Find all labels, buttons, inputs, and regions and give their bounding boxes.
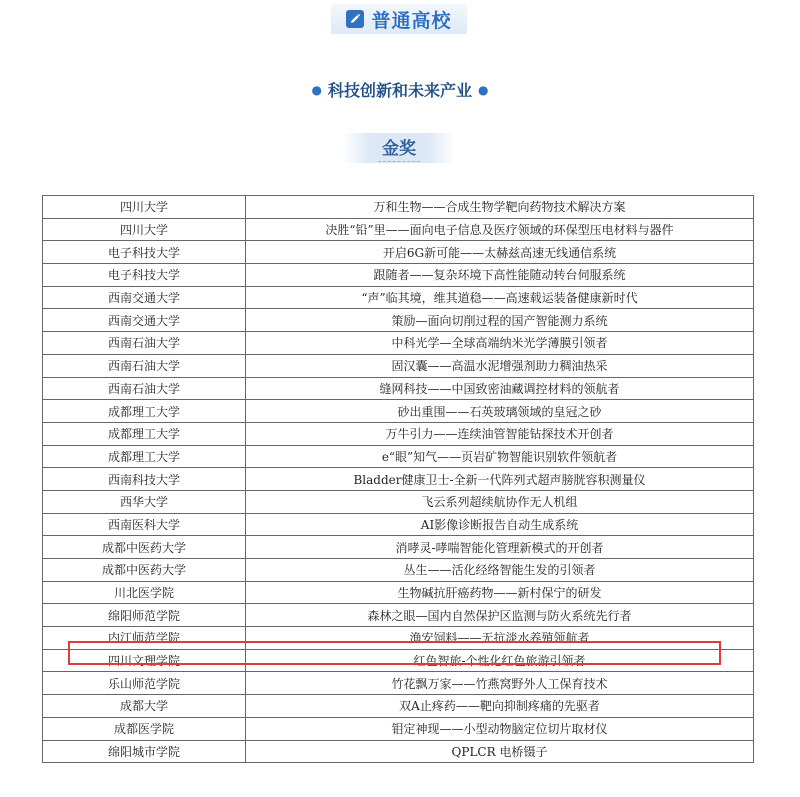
project-cell: 竹花飘万家——竹燕窝野外人工保育技术 [246,672,754,695]
table-row [43,218,754,241]
school-cell: 电子科技大学 [43,264,246,287]
table-row [43,377,754,400]
project-cell: 消哮灵-哮喘智能化管理新模式的开创者 [246,536,754,559]
school-cell: 四川文理学院 [43,649,246,672]
bullet-icon: ● [478,83,489,97]
table-row [43,604,754,627]
bullet-icon: ● [311,83,322,97]
table-row [43,695,754,718]
school-cell: 绵阳城市学院 [43,740,246,763]
project-cell: 生物碱抗肝癌药物——新村保宁的研发 [246,581,754,604]
table-row [43,286,754,309]
project-cell: 红色智旅-个性化红色旅游引领者 [246,649,754,672]
school-cell: 西南交通大学 [43,309,246,332]
project-cell: 丛生——活化经络智能生发的引领者 [246,559,754,582]
project-cell: 策励—面向切削过程的国产智能测力系统 [246,309,754,332]
table-row [43,740,754,763]
project-cell: 砂出重围——石英玻璃领域的皇冠之砂 [246,400,754,423]
project-cell: 双A止疼药——靶向抑制疼痛的先驱者 [246,695,754,718]
table-row [43,513,754,536]
section-title-text: 科技创新和未来产业 [327,81,472,100]
school-cell: 西南石油大学 [43,354,246,377]
project-cell: 开启6G新可能——太赫兹高速无线通信系统 [246,241,754,264]
school-cell: 电子科技大学 [43,241,246,264]
project-cell: 渔安饲料——无抗淡水养殖领航者 [246,627,754,650]
project-cell: e“眼”知气——页岩矿物智能识别软件领航者 [246,445,754,468]
project-cell: QPLCR 电桥镊子 [246,740,754,763]
header-title: 普通高校 [371,9,452,32]
table-row [43,559,754,582]
project-cell: 万牛引力——连续油管智能钻探技术开创者 [246,422,754,445]
school-cell: 成都理工大学 [43,400,246,423]
table-row [43,536,754,559]
school-cell: 绵阳师范学院 [43,604,246,627]
header-tab[interactable] [331,4,467,34]
project-cell: “声”临其境，维其道稳——高速载运装备健康新时代 [246,286,754,309]
award-label-text: 金奖 [378,134,420,162]
school-cell: 乐山师范学院 [43,672,246,695]
table-row [43,422,754,445]
school-cell: 四川大学 [43,196,246,219]
project-cell: 决胜“铅”里——面向电子信息及医疗领域的环保型压电材料与器件 [246,218,754,241]
awards-table [42,195,754,763]
table-row [43,672,754,695]
project-cell: 跟随者——复杂环境下高性能随动转台伺服系统 [246,264,754,287]
pencil-icon [346,10,364,28]
table-row [43,445,754,468]
school-cell: 川北医学院 [43,581,246,604]
table-row [43,264,754,287]
table-row [43,354,754,377]
table-row [43,309,754,332]
school-cell: 成都理工大学 [43,445,246,468]
table-row [43,332,754,355]
project-cell: 钼定神现——小型动物脑定位切片取材仪 [246,717,754,740]
school-cell: 内江师范学院 [43,627,246,650]
table-row [43,196,754,219]
school-cell: 西南石油大学 [43,332,246,355]
table-row [43,581,754,604]
project-cell: AI影像诊断报告自动生成系统 [246,513,754,536]
project-cell: 森林之眼—国内自然保护区监测与防火系统先行者 [246,604,754,627]
school-cell: 西华大学 [43,490,246,513]
table-row [43,717,754,740]
school-cell: 四川大学 [43,218,246,241]
school-cell: 成都中医药大学 [43,559,246,582]
school-cell: 成都大学 [43,695,246,718]
school-cell: 成都理工大学 [43,422,246,445]
table-row [43,649,754,672]
table-row [43,400,754,423]
table-row [43,490,754,513]
awards-table-body [43,196,754,763]
project-cell: 万和生物——合成生物学靶向药物技术解决方案 [246,196,754,219]
school-cell: 西南交通大学 [43,286,246,309]
school-cell: 成都中医药大学 [43,536,246,559]
table-row [43,468,754,491]
project-cell: 缝网科技——中国致密油藏调控材料的领航者 [246,377,754,400]
project-cell: Bladder健康卫士-全新一代阵列式超声膀胱容积测量仪 [246,468,754,491]
award-label [342,133,456,163]
section-title [0,78,800,101]
project-cell: 飞云系列超续航协作无人机组 [246,490,754,513]
school-cell: 西南石油大学 [43,377,246,400]
school-cell: 西南医科大学 [43,513,246,536]
school-cell: 西南科技大学 [43,468,246,491]
table-row [43,241,754,264]
project-cell: 固汉囊——高温水泥增强剂助力稠油热采 [246,354,754,377]
project-cell: 中科光学—全球高端纳米光学薄膜引领者 [246,332,754,355]
school-cell: 成都医学院 [43,717,246,740]
table-row [43,627,754,650]
